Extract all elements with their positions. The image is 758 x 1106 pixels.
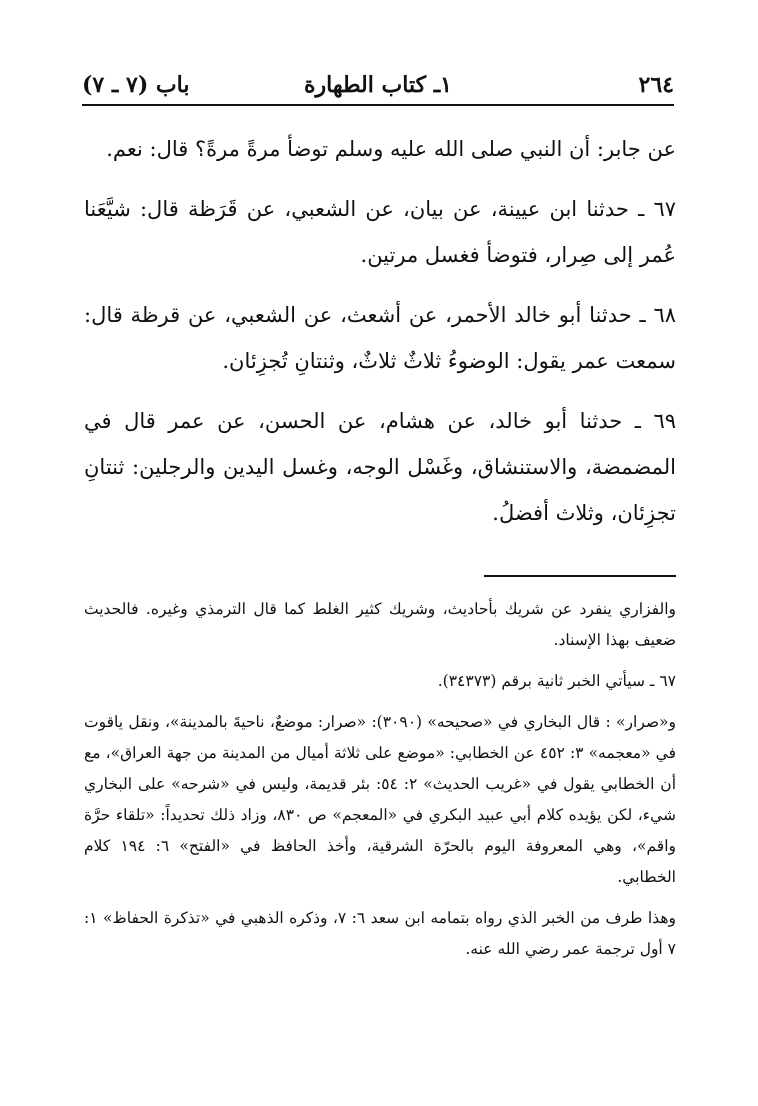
page-header bbox=[82, 60, 674, 106]
section-reference: باب (٧ ـ ٧) bbox=[82, 72, 190, 98]
hadith-continuation: عن جابر: أن النبي صلى الله عليه وسلم توضأ مرةً مرةً؟ قال: نعم. bbox=[106, 137, 676, 161]
footnote-ibn-saad: وهذا طرف من الخبر الذي رواه بتمامه ابن سعد ٦: ٧، وذكره الذهبي في «تذكرة الحفاظ» ١: ٧ أول ترجمة عمر رضي الله عنه. bbox=[84, 909, 676, 958]
footnote-67: ٦٧ ـ سيأتي الخبر ثانية برقم (٣٤٣٧٣). bbox=[437, 672, 676, 690]
footnote-continuation: والفزاري ينفرد عن شريك بأحاديث، وشريك كثير الغلط كما قال الترمذي وغيره. فالحديث ضعيف بهذا الإسناد. bbox=[84, 600, 676, 649]
footnote-sirar: و«صرار» : قال البخاري في «صحيحه» (٣٠٩٠): «صرار: موضعٌ، ناحيةَ بالمدينة»، ونقل ياقوت في «معجمه» ٣: ٤٥٢ عن الخطابي: «موضع على ثلاثة أميال من المدينة من جهة العراق»، مع أن الخطابي يقول في «غريب الحديث» ٢: ٥٤: بئر قديمة، وليس في «شرحه» على البخاري شيء، لكن يؤيده كلام أبي عبيد البكري في «المعجم» ص ٨٣٠، وزاد ذلك تحديداً: «تلقاء حرَّة واقم»، وهي المعروفة اليوم بالحرّة الشرقية، وأخذ الحافظ في «الفتح» ٦: ١٩٤ كلام الخطابي. bbox=[84, 713, 677, 886]
hadith-67: ٦٧ ـ حدثنا ابن عيينة، عن بيان، عن الشعبي، عن قَرَظة قال: شيَّعَنا عُمر إلى صِرار، فتوضأ فغسل مرتين. bbox=[84, 197, 676, 267]
page-number: ٢٦٤ bbox=[638, 72, 674, 98]
hadith-68: ٦٨ ـ حدثنا أبو خالد الأحمر، عن أشعث، عن الشعبي، عن قرظة قال: سمعت عمر يقول: الوضوءُ ثلاثٌ ثلاثٌ، وثنتانِ تُجزِئان. bbox=[84, 303, 676, 373]
main-text bbox=[84, 126, 676, 536]
hadith-69: ٦٩ ـ حدثنا أبو خالد، عن هشام، عن الحسن، عن عمر قال في المضمضة، والاستنشاق، وغَسْل الوجه، وغسل اليدين والرجلين: ثنتانِ تجزِئان، وثلاث أفضلُ. bbox=[84, 409, 676, 525]
footnotes bbox=[84, 594, 676, 965]
chapter-title: ١ـ كتاب الطهارة bbox=[304, 72, 452, 98]
footnote-separator bbox=[484, 575, 676, 577]
